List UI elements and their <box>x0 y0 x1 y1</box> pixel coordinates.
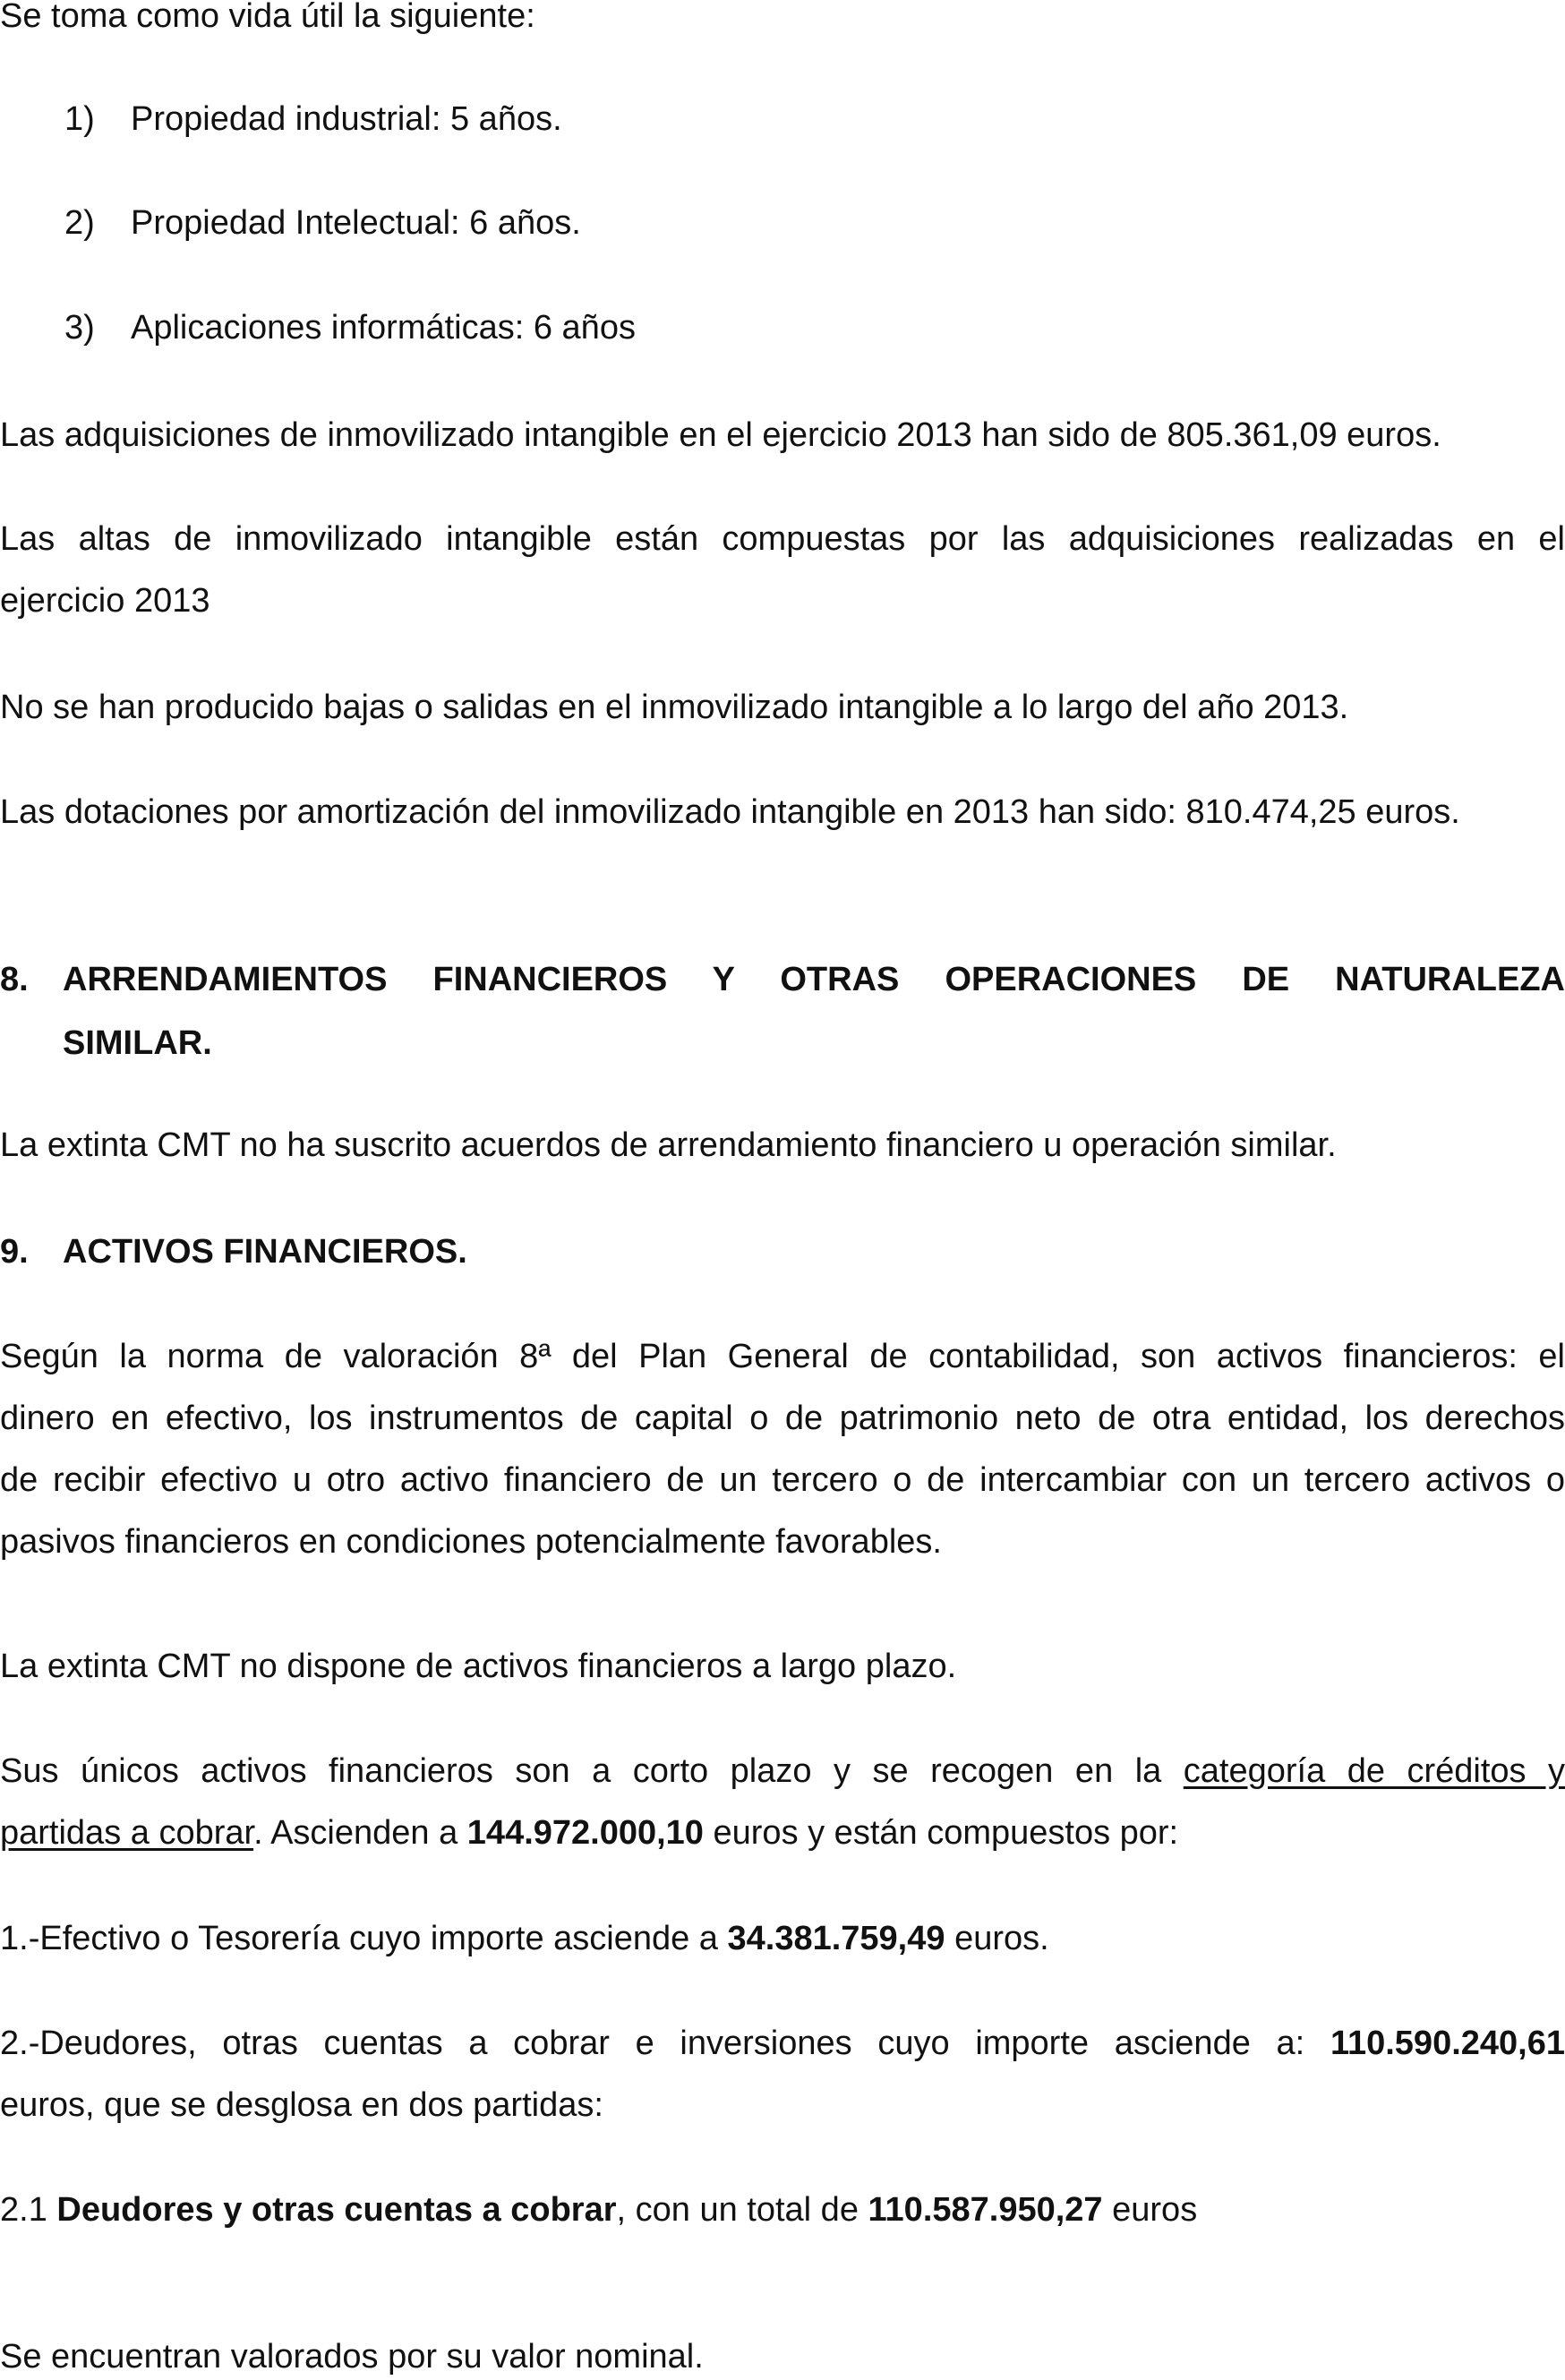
item-text: Propiedad industrial: 5 años. <box>131 100 562 138</box>
text-span: Sus únicos activos financieros son a corto plazo y se recogen en la <box>0 1752 1184 1790</box>
section-8-text: La extinta CMT no ha suscrito acuerdos de arrendamiento financiero u operación similar. <box>0 1126 1337 1164</box>
list-item-deudores-line-2: euros, que se desglosa en dos partidas: <box>0 2086 603 2124</box>
section-8-heading-cont: SIMILAR. <box>63 1024 212 1062</box>
useful-life-item <box>64 307 1565 348</box>
text-span: 1.-Efectivo o Tesorería cuyo importe asciende a <box>0 1920 728 1957</box>
list-item-2-1 <box>0 2189 1565 2230</box>
text-span: euros. <box>945 1920 1049 1957</box>
paragraph-corto-plazo-line-1 <box>0 1751 1565 1792</box>
item-number: 1) <box>64 100 95 138</box>
paragraph-line: de recibir efectivo u otro activo financiero de un tercero o de intercambiar con un tercero activos o <box>0 1461 1565 1499</box>
list-item-deudores-line-1 <box>0 2023 1565 2064</box>
paragraph-adquisiciones: Las adquisiciones de inmovilizado intangible en el ejercicio 2013 han sido de 805.361,09 euros. <box>0 416 1441 454</box>
section-number: 8. <box>0 961 29 998</box>
section-9-heading <box>0 1231 1565 1272</box>
paragraph-largo-plazo: La extinta CMT no dispone de activos financieros a largo plazo. <box>0 1648 957 1685</box>
list-item-efectivo <box>0 1918 1565 1959</box>
useful-life-item <box>64 202 1565 244</box>
amount-bold: 110.590.240,61 <box>1330 2025 1565 2062</box>
text-span: 2.-Deudores, otras cuentas a cobrar e inversiones cuyo importe asciende a: <box>0 2025 1330 2062</box>
section-title: ACTIVOS FINANCIEROS. <box>63 1233 467 1271</box>
intro-text: Se toma como vida útil la siguiente: <box>0 0 535 35</box>
paragraph-corto-plazo-line-2 <box>0 1812 1565 1853</box>
paragraph-line: Según la norma de valoración 8ª del Plan General de contabilidad, son activos financieros: el <box>0 1338 1565 1375</box>
amount-bold: 144.972.000,10 <box>466 1814 704 1852</box>
section-8-heading <box>0 959 1565 1000</box>
underlined-term: categoría de créditos y <box>1183 1752 1565 1790</box>
text-span: . Ascienden a <box>253 1814 467 1852</box>
item-text: Aplicaciones informáticas: 6 años <box>131 309 636 347</box>
section-number: 9. <box>0 1233 29 1271</box>
paragraph-altas-line-1: Las altas de inmovilizado intangible están compuestas por las adquisiciones realizadas en el <box>0 520 1565 558</box>
text-span: 2.1 <box>0 2191 57 2229</box>
item-text: Propiedad Intelectual: 6 años. <box>131 204 581 242</box>
paragraph-bajas: No se han producido bajas o salidas en el inmovilizado intangible a lo largo del año 2013. <box>0 689 1349 726</box>
useful-life-item <box>64 98 1565 140</box>
underlined-term: partidas a cobrar <box>0 1814 254 1852</box>
item-number: 3) <box>64 309 95 347</box>
text-span: , con un total de <box>616 2191 868 2229</box>
section-title: ARRENDAMIENTOS FINANCIEROS Y OTRAS OPERACIONES DE NATURALEZA <box>63 961 1565 998</box>
paragraph-final: Se encuentran valorados por su valor nominal. <box>0 2338 704 2376</box>
paragraph-dotaciones: Las dotaciones por amortización del inmovilizado intangible en 2013 han sido: 810.474,25 euros. <box>0 793 1460 831</box>
paragraph-altas-line-2: ejercicio 2013 <box>0 582 210 620</box>
amount-bold: 110.587.950,27 <box>868 2191 1103 2229</box>
item-number: 2) <box>64 204 95 242</box>
text-span: euros <box>1102 2191 1198 2229</box>
paragraph-line: pasivos financieros en condiciones potencialmente favorables. <box>0 1523 942 1561</box>
amount-bold: 34.381.759,49 <box>727 1920 945 1957</box>
text-span: euros y están compuestos por: <box>703 1814 1179 1852</box>
bold-term: Deudores y otras cuentas a cobrar <box>56 2191 617 2229</box>
paragraph-line: dinero en efectivo, los instrumentos de capital o de patrimonio neto de otra entidad, los derechos <box>0 1400 1565 1437</box>
